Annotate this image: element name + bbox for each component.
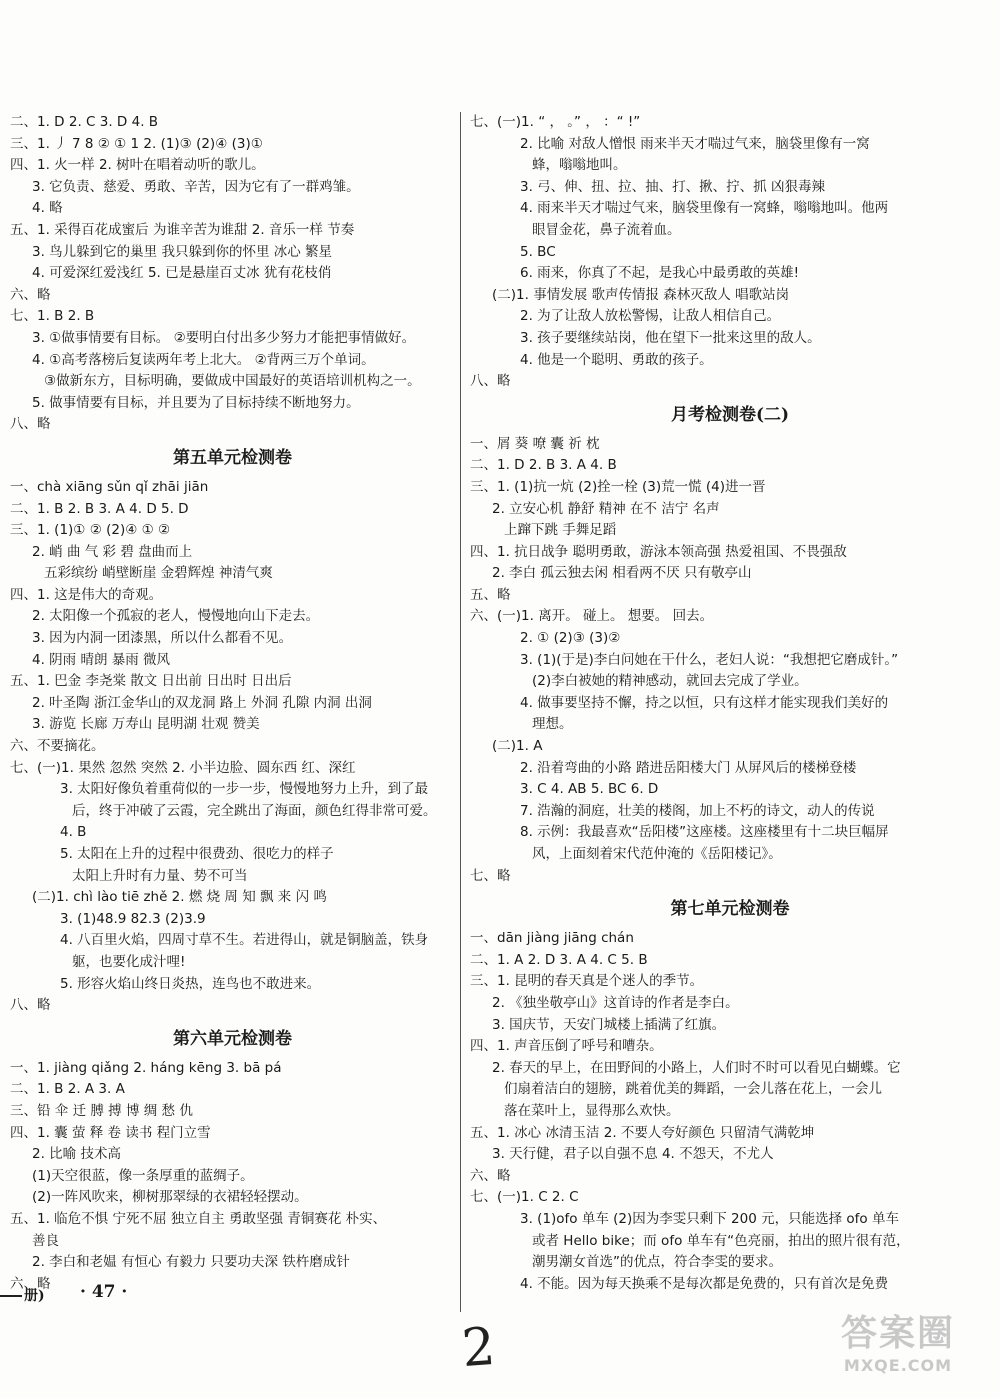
answer-line: 2. 比喻 对敌人憎恨 雨来半天才喘过气来，脑袋里像有一窝 <box>520 135 870 152</box>
answer-line: 4. B <box>60 824 87 841</box>
answer-line: 4. 略 <box>32 200 63 217</box>
answer-line: 4. 不能。因为每天换乘不是每次都是免费的，只有首次是免费 <box>520 1275 889 1292</box>
answer-line: (2)李白被她的精神感动，就回去完成了学业。 <box>532 673 808 690</box>
answer-line: 5. BC <box>520 243 556 260</box>
answer-line: 蜂，嗡嗡地叫。 <box>532 157 627 174</box>
answer-line: 3. 太阳好像负着重荷似的一步一步，慢慢地努力上升，到了最 <box>60 781 429 798</box>
book-mark-text: 册) <box>24 1288 45 1304</box>
column-divider <box>460 112 461 1312</box>
answer-line: 四、1. 火一样 2. 树叶在唱着动听的歌儿。 <box>10 157 265 174</box>
answer-line: 3. (1)48.9 82.3 (2)3.9 <box>60 910 206 927</box>
answer-line: 五、1. 巴金 李尧棠 散文 日出前 日出时 日出后 <box>10 673 292 690</box>
answer-line: 上蹿下跳 手舞足蹈 <box>504 522 617 539</box>
answer-line: (二)1. 事情发展 歌声传情报 森林灭敌人 唱歌站岗 <box>492 286 790 303</box>
left-column <box>10 112 455 1295</box>
answer-line: 3. 孩子要继续站岗，他在望下一批来这里的敌人。 <box>520 329 821 346</box>
answer-line: 2. 叶圣陶 浙江金华山的双龙洞 路上 外洞 孔隙 内洞 出洞 <box>32 694 372 711</box>
handwritten-mark: 2 <box>459 1316 498 1380</box>
answer-line: 七、(一)1. 果然 忽然 突然 2. 小半边脸、圆东西 红、深红 <box>10 759 356 776</box>
answer-line: 3. 游览 长廊 万寿山 昆明湖 壮观 赞美 <box>32 716 260 733</box>
answer-line: 七、略 <box>470 867 511 884</box>
answer-line: 8. 示例：我最喜欢“岳阳楼”这座楼。这座楼里有十二块巨幅屏 <box>520 824 889 841</box>
answer-line: 四、1. 囊 萤 释 卷 读书 程门立雪 <box>10 1124 211 1141</box>
watermark-url: MXQE.COM <box>843 1356 953 1375</box>
answer-line: 2. 李白和老媪 有恒心 有毅力 只要功夫深 铁杵磨成针 <box>32 1254 350 1271</box>
answer-line: 2. 《独坐敬亭山》这首诗的作者是李白。 <box>492 994 739 1011</box>
answer-line: 3. (1)(于是)李白问她在干什么，老妇人说：“我想把它磨成针。” <box>520 651 899 668</box>
answer-line: 眼冒金花，鼻子流着血。 <box>532 221 681 238</box>
answer-line: 二、1. D 2. B 3. A 4. B <box>470 457 617 474</box>
answer-line: 3. (1)ofo 单车 (2)因为李雯只剩下 200 元，只能选择 ofo 单车 <box>520 1210 899 1227</box>
answer-line: ③做新东方，目标明确，要做成中国最好的英语培训机构之一。 <box>44 373 421 390</box>
answer-line: 二、1. A 2. D 3. A 4. C 5. B <box>470 951 648 968</box>
answer-line: 六、不要摘花。 <box>10 738 105 755</box>
answer-line: 4. 可爱深红爱浅红 5. 已是悬崖百丈冰 犹有花枝俏 <box>32 265 332 282</box>
answer-line: 理想。 <box>532 716 573 733</box>
answer-line: 5. 太阳在上升的过程中很费劲、很吃力的样子 <box>60 846 334 862</box>
answer-line: 七、(一)1. “ ， 。” ， ：“ !” <box>470 114 641 130</box>
answer-line: 后，终于冲破了云霞，完全跳出了海面，颜色红得非常可爱。 <box>72 802 437 819</box>
answer-line: 三、1. 昆明的春天真是个迷人的季节。 <box>470 973 704 990</box>
answer-line: 4. 他是一个聪明、勇敢的孩子。 <box>520 351 713 368</box>
book-mark <box>0 1285 45 1305</box>
answer-line: 八、略 <box>470 373 511 390</box>
watermark <box>818 1312 978 1384</box>
answer-line: 3. 因为内洞一团漆黑，所以什么都看不见。 <box>32 630 293 647</box>
answer-line: 二、1. B 2. A 3. A <box>10 1081 125 1098</box>
answer-line: 一、1. jiàng qiǎng 2. háng kēng 3. bā pá <box>10 1059 282 1076</box>
watermark-logo: 答案圈 <box>840 1313 955 1354</box>
answer-line: 三、1. (1)① ② (2)④ ① ② <box>10 522 171 539</box>
answer-line: 落在菜叶上，显得那么欢快。 <box>504 1102 680 1119</box>
right-column <box>470 112 990 1295</box>
answer-line: 2. 李白 孤云独去闲 相看两不厌 只有敬亭山 <box>492 565 752 582</box>
section-heading: 月考检测卷(二) <box>670 404 790 425</box>
answer-line: 六、略 <box>10 1275 51 1292</box>
answer-line: 四、1. 抗日战争 聪明勇敢，游泳本领高强 热爱祖国、不畏强敌 <box>470 543 847 560</box>
answer-line: 5. 做事情要有目标，并且要为了目标持续不断地努力。 <box>32 394 360 411</box>
answer-line: 七、(一)1. C 2. C <box>470 1189 579 1206</box>
section-heading: 第七单元检测卷 <box>670 899 790 920</box>
footer-rule <box>0 1295 22 1297</box>
answer-line: 2. 沿着弯曲的小路 踏进岳阳楼大门 从屏风后的楼梯登楼 <box>520 759 857 776</box>
section-heading: 第六单元检测卷 <box>173 1028 292 1049</box>
answer-line: 6. 雨来，你真了不起，是我心中最勇敢的英雄! <box>520 265 800 282</box>
answer-line: 2. 比喻 技术高 <box>32 1146 121 1163</box>
answer-line: 二、1. B 2. B 3. A 4. D 5. D <box>10 500 189 517</box>
answer-line: 3. 它负责、慈爱、勇敢、辛苦，因为它有了一群鸡雏。 <box>32 178 360 195</box>
page-number: · 47 · <box>80 1282 128 1302</box>
answer-line: 一、dān jiàng jiāng chán <box>470 930 634 947</box>
answer-line: 2. 峭 曲 气 彩 碧 盘曲而上 <box>32 543 193 560</box>
answer-line: 躯，也要化成汁哩! <box>72 953 186 970</box>
answer-line: 或者 Hello bike；而 ofo 单车有“色亮丽，拍出的照片很有范， <box>532 1232 910 1249</box>
answer-line: 二、1. D 2. C 3. D 4. B <box>10 114 159 130</box>
answer-line: 五、略 <box>470 586 511 603</box>
answer-line: 3. ①做事情要有目标。 ②要明白付出多少努力才能把事情做好。 <box>32 329 416 346</box>
answer-line: 4. 阴雨 晴朗 暴雨 微风 <box>32 651 171 668</box>
answer-line: 太阳上升时有力量、势不可当 <box>72 867 248 884</box>
answer-line: 六、(一)1. 离开。 碰上。 想要。 回去。 <box>470 608 714 625</box>
answer-line: 风，上面刻着宋代范仲淹的《岳阳楼记》。 <box>532 846 782 862</box>
answer-line: 2. 立安心机 静舒 精神 在不 洁宁 名声 <box>492 500 720 517</box>
answer-line: 4. 八百里火焰，四周寸草不生。若进得山，就是铜脑盖，铁身 <box>60 932 429 949</box>
answer-line: 三、铅 伞 迁 膊 搏 博 绸 愁 仇 <box>10 1102 193 1119</box>
answer-line: 2. ① (2)③ (3)② <box>520 630 621 647</box>
answer-line: 五彩缤纷 峭壁断崖 金碧辉煌 神清气爽 <box>44 565 273 582</box>
answer-line: 八、略 <box>10 416 51 433</box>
answer-line: 3. 鸟儿躲到它的巢里 我只躲到你的怀里 冰心 繁星 <box>32 243 333 260</box>
answer-line: 四、1. 这是伟大的奇观。 <box>10 586 163 603</box>
answer-line: 三、1. 丿 7 8 ② ① 1 2. (1)③ (2)④ (3)① <box>10 135 263 152</box>
answer-line: 们扇着洁白的翅膀，跳着优美的舞蹈，一会儿落在花上，一会儿 <box>504 1081 882 1098</box>
answer-line: (2)一阵风吹来，柳树那翠绿的衣裙轻轻摆动。 <box>32 1189 308 1206</box>
answer-line: 2. 为了让敌人放松警惕，让敌人相信自己。 <box>520 308 781 325</box>
answer-line: 一、屑 葵 嘹 囊 祈 枕 <box>470 435 600 452</box>
answer-line: 潮男潮女首选”的优点，符合李雯的要求。 <box>532 1254 782 1271</box>
answer-line: 3. 国庆节，天安门城楼上插满了红旗。 <box>492 1016 726 1033</box>
answer-line: 三、1. (1)抗一炕 (2)拴一栓 (3)荒一慌 (4)进一晋 <box>470 478 766 495</box>
answer-line: 4. ①高考落榜后复读两年考上北大。 ②背两三万个单词。 <box>32 351 375 368</box>
answer-line: 四、1. 声音压倒了呼号和嘈杂。 <box>470 1038 663 1055</box>
answer-line: 2. 太阳像一个孤寂的老人，慢慢地向山下走去。 <box>32 608 320 625</box>
answer-line: 六、略 <box>10 286 51 303</box>
answer-line: 一、chà xiāng sǔn qǐ zhāi jiān <box>10 478 209 495</box>
answer-line: 2. 春天的早上，在田野间的小路上，人们时不时可以看见白蝴蝶。它 <box>492 1059 901 1076</box>
answer-line: 3. 弓、伸、扭、拉、抽、打、揪、拧、抓 凶狠毒辣 <box>520 178 825 195</box>
section-heading: 第五单元检测卷 <box>173 447 292 468</box>
answer-line: 善良 <box>32 1232 59 1249</box>
answer-line: 5. 形容火焰山终日炎热，连鸟也不敢进来。 <box>60 975 321 992</box>
answer-line: 七、1. B 2. B <box>10 308 95 325</box>
answer-line: (1)天空很蓝，像一条厚重的蓝绸子。 <box>32 1167 254 1184</box>
answer-line: 五、1. 冰心 冰清玉洁 2. 不要人夸好颜色 只留清气满乾坤 <box>470 1124 815 1141</box>
answer-line: 3. C 4. AB 5. BC 6. D <box>520 781 659 798</box>
answer-line: 4. 雨来半天才喘过气来，脑袋里像有一窝蜂，嗡嗡地叫。他两 <box>520 200 889 217</box>
answer-line: (二)1. A <box>492 738 543 755</box>
answer-line: 五、1. 临危不惧 宁死不屈 独立自主 勇敢坚强 青铜赛花 朴实、 <box>10 1210 387 1227</box>
answer-line: 7. 浩瀚的洞庭，壮美的楼阁，加上不朽的诗文，动人的传说 <box>520 802 875 819</box>
answer-line: 六、略 <box>470 1167 511 1184</box>
answer-line: 五、1. 采得百花成蜜后 为谁辛苦为谁甜 2. 音乐一样 节奏 <box>10 221 355 238</box>
answer-line: 3. 天行健，君子以自强不息 4. 不怨天，不尤人 <box>492 1146 774 1163</box>
answer-line: (二)1. chì lào tiē zhě 2. 燃 烧 周 知 飘 来 闪 鸣 <box>32 889 327 906</box>
answer-line: 4. 做事要坚持不懈，持之以恒，只有这样才能实现我们美好的 <box>520 694 889 711</box>
answer-line: 八、略 <box>10 997 51 1014</box>
